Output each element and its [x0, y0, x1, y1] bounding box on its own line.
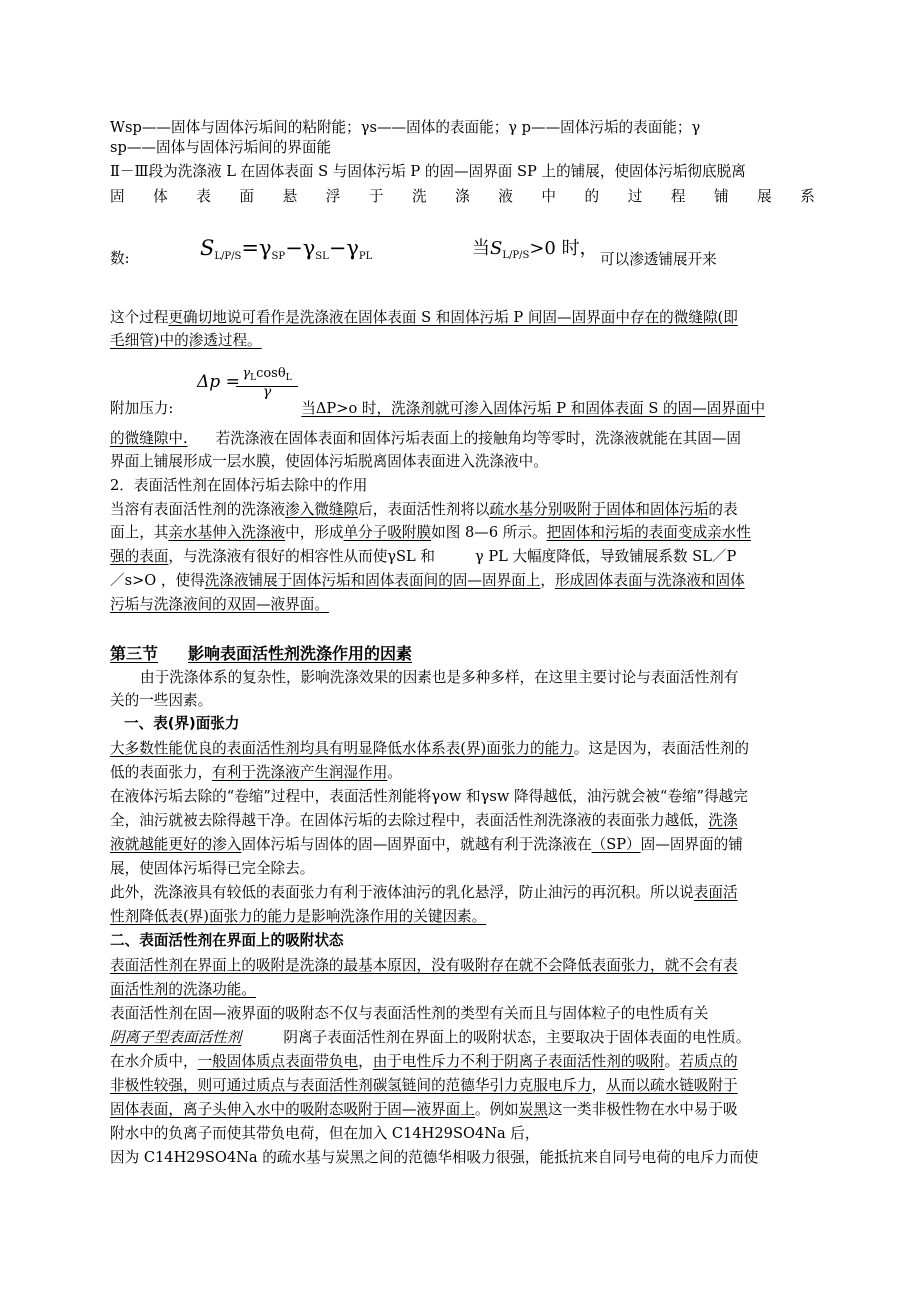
- subsection-heading: 二、表面活性剂在界面上的吸附状态: [110, 932, 344, 949]
- text-line: Wsp——固体与固体污垢间的粘附能；γs——固体的表面能；γ p——固体污垢的表面能；γ: [110, 119, 701, 136]
- text-line: 污垢与洗涤液间的双固—液界面。: [110, 596, 329, 613]
- text-line: 表面活性剂在界面上的吸附是洗涤的最基本原因，没有吸附存在就不会降低表面张力，就不会有表: [110, 957, 738, 974]
- capillary-pressure-numerator: $\gamma_L\cos\theta_L$: [236, 366, 298, 387]
- text-line: 液就越能更好的渗入固体污垢与固体的固—固界面中，就越有利于洗涤液在（SP）固—固界面的铺: [110, 836, 743, 853]
- text-line: 低的表面张力，有利于洗涤液产生润湿作用。: [110, 764, 402, 781]
- justified-line: [110, 187, 815, 207]
- capillary-pressure-lhs: Δp =: [197, 372, 240, 392]
- text-line: 性剂降低表(界)面张力的能力是影响洗涤作用的关键因素。: [110, 908, 487, 925]
- text-line: sp——固体与固体污垢间的界面能: [110, 139, 332, 156]
- char: 中: [541, 188, 557, 205]
- char: 展: [757, 188, 772, 205]
- text-line: 表面活性剂在固—液界面的吸附态不仅与表面活性剂的类型有关而且与固体粒子的电性质有关: [110, 1005, 709, 1022]
- text-line: 强的表面，与洗涤液有很好的相容性从而使γSL 和 γ PL 大幅度降低，导致铺展系数 SL／P: [110, 548, 737, 565]
- capillary-pressure-denominator: γ: [262, 384, 272, 400]
- text-line: 全，油污就被去除得越干净。在固体污垢的去除过程中，表面活性剂洗涤液的表面张力越低，洗涤: [110, 812, 738, 829]
- text-line: ／s>O ，使得洗涤液铺展于固体污垢和固体表面间的固—固界面上，形成固体表面与洗涤液和固体: [110, 572, 745, 589]
- char: 于: [368, 188, 384, 205]
- text-line: 附水中的负离子而使其带负电荷，但在加入 C14H29SO4Na 后，: [110, 1125, 540, 1142]
- text-line: Ⅱ－Ⅲ段为洗涤液 L 在固体表面 S 与固体污垢 P 的固—固界面 SP 上的铺展，使固体污垢彻底脱离: [110, 163, 746, 180]
- char: 涤: [455, 188, 470, 205]
- text-line: 面上，其亲水基伸入洗涤液中，形成单分子吸附膜如图 8—6 所示。把固体和污垢的表面变成亲水性: [110, 524, 751, 541]
- text-line: 毛细管)中的渗透过程。: [110, 332, 262, 349]
- text-line: 可以渗透铺展开来: [600, 251, 717, 268]
- text-line: 展，使固体污垢得已完全除去。: [110, 860, 315, 877]
- char: 浮: [325, 188, 341, 205]
- char: 固: [110, 188, 125, 205]
- char: 悬: [282, 188, 298, 205]
- text-line: 在水介质中，一般固体质点表面带负电，由于电性斥力不利于阴离子表面活性剂的吸附。若质点的: [110, 1053, 738, 1070]
- text-line: 在液体污垢去除的“卷缩”过程中，表面活性剂能将γow 和γsw 降得越低，油污就会被“卷缩”得越完: [110, 788, 748, 805]
- text-line: 附加压力: 当ΔP>o 时，洗涤剂就可渗入固体污垢 P 和固体表面 S 的固—固界面中: [110, 400, 766, 417]
- char: 体: [153, 188, 168, 205]
- char: 液: [498, 188, 513, 205]
- text-line: 由于洗涤体系的复杂性，影响洗涤效果的因素也是多种多样，在这里主要讨论与表面活性剂有: [140, 669, 739, 686]
- text-line: 数:: [110, 250, 130, 267]
- char: 面: [239, 188, 255, 205]
- text-line: 阴离子型表面活性剂 阴离子表面活性剂在界面上的吸附状态，主要取决于固体表面的电性质。: [110, 1029, 751, 1046]
- char: 铺: [713, 188, 729, 205]
- section-heading: 第三节 影响表面活性剂洗涤作用的因素: [110, 644, 413, 663]
- text-line: 当溶有表面活性剂的洗涤液渗入微缝隙后，表面活性剂将以疏水基分别吸附于固体和固体污垢的表: [110, 501, 738, 518]
- text-line: 关的一些因素。: [110, 692, 213, 709]
- text-line: 这个过程更确切地说可看作是洗涤液在固体表面 S 和固体污垢 P 间固—固界面中存在的微缝隙(即: [110, 309, 738, 326]
- text-line: 的微缝隙中. 若洗涤液在固体表面和固体污垢表面上的接触角均等零时，洗涤液就能在其固—固: [110, 430, 741, 447]
- text-line: 面活性剂的洗涤功能。: [110, 981, 256, 998]
- text-line: 界面上铺展形成一层水膜，使固体污垢脱离固体表面进入洗涤液中。: [110, 453, 548, 470]
- text-line: 大多数性能优良的表面活性剂均具有明显降低水体系表(界)面张力的能力。这是因为，表面活性剂的: [110, 740, 749, 757]
- text-line: 固体表面，离子头伸入水中的吸附态吸附于固—液界面上。例如炭黑这一类非极性物在水中易于吸: [110, 1101, 738, 1118]
- spreading-coefficient-formula: $S_{L/P/S}=\gamma_{SP}-\gamma_{SL}-\gamma_{PL}$: [200, 236, 373, 262]
- text-line: 此外，洗涤液具有较低的表面张力有利于液体油污的乳化悬浮，防止油污的再沉积。所以说表面活: [110, 884, 738, 901]
- char: 系: [800, 188, 815, 205]
- text-line: 2．表面活性剂在固体污垢去除中的作用: [110, 477, 368, 494]
- char: 程: [670, 188, 686, 205]
- char: 洗: [411, 188, 427, 205]
- char: 过: [627, 188, 643, 205]
- text-line: 因为 C14H29SO4Na 的疏水基与炭黑之间的范德华相吸力很强，能抵抗来自同号电荷的电斥力而使: [110, 1149, 759, 1166]
- char: 的: [584, 188, 600, 205]
- condition-formula: 当$S_{L/P/S}>0$ 时，: [472, 238, 598, 261]
- subsection-heading: 一、表(界)面张力: [124, 715, 240, 732]
- text-line: 非极性较强，则可通过质点与表面活性剂碳氢链间的范德华引力克服电斥力，从而以疏水链吸附于: [110, 1077, 738, 1094]
- char: 表: [196, 188, 211, 205]
